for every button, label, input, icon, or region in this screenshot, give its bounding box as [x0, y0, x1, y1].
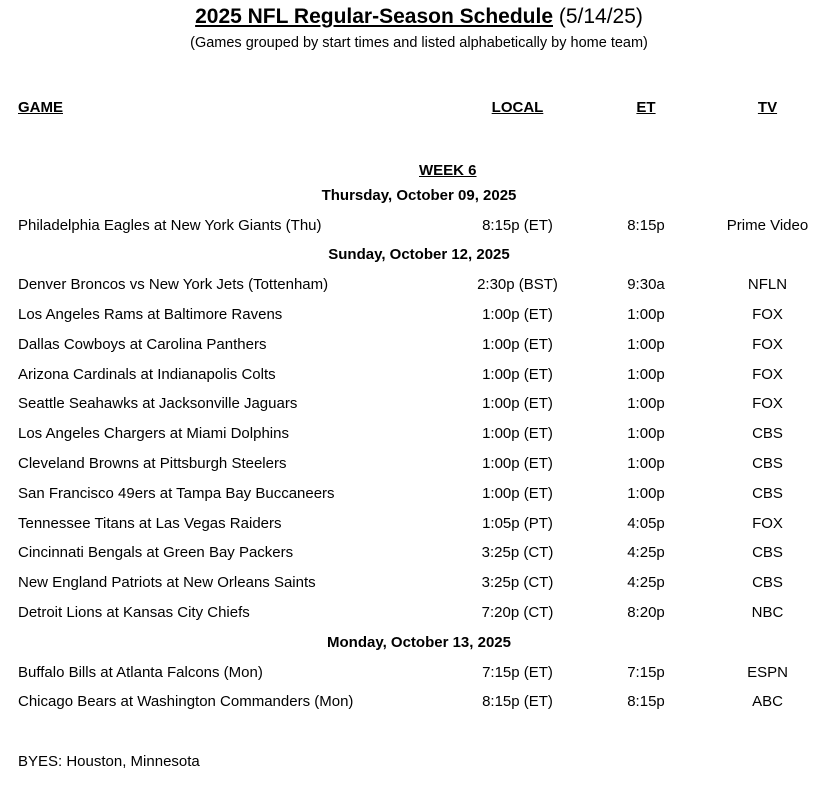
tv-network-cell: FOX	[752, 305, 783, 323]
local-time-cell: 2:30p (BST)	[477, 276, 558, 294]
table-row	[0, 420, 838, 450]
tv-network-cell: FOX	[752, 335, 783, 353]
tv-network-cell: CBS	[752, 484, 783, 502]
game-cell: Los Angeles Rams at Baltimore Ravens	[18, 305, 283, 323]
game-cell: Tennessee Titans at Las Vegas Raiders	[18, 514, 282, 532]
table-row	[0, 271, 838, 301]
game-cell: San Francisco 49ers at Tampa Bay Buccaneers	[18, 484, 335, 502]
game-cell: Dallas Cowboys at Carolina Panthers	[18, 335, 267, 353]
et-time-cell: 1:00p	[627, 335, 665, 353]
table-row	[0, 301, 838, 331]
table-row	[0, 659, 838, 689]
local-time-cell: 8:15p (ET)	[482, 693, 553, 711]
table-row	[0, 688, 838, 718]
day-row	[0, 629, 838, 659]
tv-network-cell: ABC	[752, 693, 783, 711]
week-row	[0, 152, 838, 182]
et-time-cell: 1:00p	[627, 365, 665, 383]
tv-network-cell: CBS	[752, 454, 783, 472]
column-header-tv: TV	[757, 99, 778, 116]
table-row	[0, 480, 838, 510]
tv-network-cell: FOX	[752, 514, 783, 532]
tv-network-cell: CBS	[752, 544, 783, 562]
et-time-cell: 8:20p	[627, 603, 665, 621]
table-row	[0, 510, 838, 540]
local-time-cell: 1:00p (ET)	[482, 425, 553, 443]
game-cell: Seattle Seahawks at Jacksonville Jaguars	[18, 395, 298, 413]
et-time-cell: 1:00p	[627, 425, 665, 443]
byes-note: BYES: Houston, Minnesota	[18, 753, 200, 770]
game-cell: Los Angeles Chargers at Miami Dolphins	[18, 425, 289, 443]
schedule-table	[0, 152, 838, 718]
game-cell: Denver Broncos vs New York Jets (Tottenham)	[18, 276, 329, 294]
table-row	[0, 212, 838, 242]
title-main: 2025 NFL Regular-Season Schedule	[195, 5, 553, 28]
table-row	[0, 569, 838, 599]
et-time-cell: 1:00p	[627, 484, 665, 502]
day-row	[0, 241, 838, 271]
et-time-cell: 9:30a	[627, 276, 665, 294]
tv-network-cell: CBS	[752, 425, 783, 443]
et-time-cell: 8:15p	[627, 693, 665, 711]
table-row	[0, 390, 838, 420]
subtitle: (Games grouped by start times and listed alphabetically by home team)	[190, 35, 648, 51]
table-row	[0, 361, 838, 391]
et-time-cell: 4:05p	[627, 514, 665, 532]
table-row	[0, 450, 838, 480]
column-header-et: ET	[636, 99, 656, 116]
et-time-cell: 8:15p	[627, 216, 665, 234]
tv-network-cell: NFLN	[747, 276, 788, 294]
local-time-cell: 1:00p (ET)	[482, 454, 553, 472]
tv-network-cell: FOX	[752, 395, 783, 413]
game-cell: Chicago Bears at Washington Commanders (Mon)	[18, 693, 354, 711]
et-time-cell: 4:25p	[627, 544, 665, 562]
column-header-local: LOCAL	[491, 99, 544, 116]
tv-network-cell: ESPN	[747, 663, 788, 681]
local-time-cell: 1:00p (ET)	[482, 395, 553, 413]
day-row	[0, 182, 838, 212]
local-time-cell: 7:15p (ET)	[482, 663, 553, 681]
table-row	[0, 331, 838, 361]
et-time-cell: 1:00p	[627, 395, 665, 413]
local-time-cell: 1:00p (ET)	[482, 335, 553, 353]
et-time-cell: 1:00p	[627, 305, 665, 323]
game-cell: Philadelphia Eagles at New York Giants (Thu)	[18, 216, 322, 234]
local-time-cell: 1:00p (ET)	[482, 305, 553, 323]
et-time-cell: 7:15p	[627, 663, 665, 681]
day-label: Sunday, October 12, 2025	[328, 246, 510, 264]
tv-network-cell: FOX	[752, 365, 783, 383]
table-row	[0, 539, 838, 569]
column-header-game: GAME	[18, 99, 63, 116]
tv-network-cell: CBS	[752, 574, 783, 592]
game-cell: Detroit Lions at Kansas City Chiefs	[18, 603, 250, 621]
local-time-cell: 3:25p (CT)	[481, 574, 554, 592]
local-time-cell: 7:20p (CT)	[481, 603, 554, 621]
local-time-cell: 1:05p (PT)	[482, 514, 553, 532]
tv-network-cell: NBC	[751, 603, 784, 621]
title-date: (5/14/25)	[558, 5, 643, 28]
page-title	[0, 4, 838, 30]
game-cell: Buffalo Bills at Atlanta Falcons (Mon)	[18, 663, 263, 681]
game-cell: New England Patriots at New Orleans Saints	[18, 574, 316, 592]
game-cell: Arizona Cardinals at Indianapolis Colts	[18, 365, 276, 383]
day-label: Monday, October 13, 2025	[327, 633, 511, 651]
tv-network-cell: Prime Video	[726, 216, 809, 234]
et-time-cell: 1:00p	[627, 454, 665, 472]
day-label: Thursday, October 09, 2025	[321, 186, 517, 204]
local-time-cell: 3:25p (CT)	[481, 544, 554, 562]
game-cell: Cleveland Browns at Pittsburgh Steelers	[18, 454, 287, 472]
et-time-cell: 4:25p	[627, 574, 665, 592]
game-cell: Cincinnati Bengals at Green Bay Packers	[18, 544, 294, 562]
local-time-cell: 1:00p (ET)	[482, 365, 553, 383]
local-time-cell: 1:00p (ET)	[482, 484, 553, 502]
table-row	[0, 599, 838, 629]
week-label: WEEK 6	[419, 162, 477, 179]
local-time-cell: 8:15p (ET)	[482, 216, 553, 234]
